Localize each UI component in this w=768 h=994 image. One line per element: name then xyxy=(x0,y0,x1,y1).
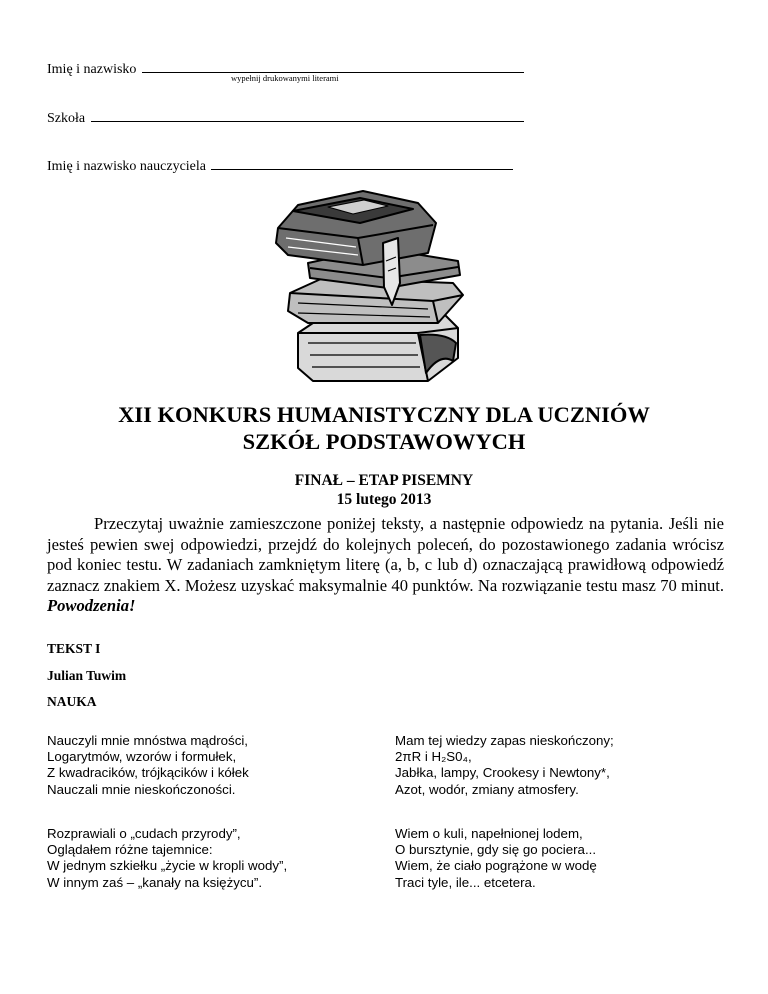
verse-line: 2πR i H₂S0₄, xyxy=(395,749,472,765)
verse-line: Traci tyle, ile... etcetera. xyxy=(395,874,536,890)
verse-line: Wiem o kuli, napełnionej lodem, xyxy=(395,826,583,841)
verse-line: Jabłka, lampy, Crookesy i Newtony*, xyxy=(395,765,610,781)
verse-line: W innym zaś – „kanały na księżycu”. xyxy=(47,874,263,890)
school-label: Szkoła xyxy=(47,111,86,126)
stanza-3 xyxy=(47,826,287,891)
name-input-line[interactable] xyxy=(142,60,524,73)
verse-line: Wiem, że ciało pogrążone w wodę xyxy=(395,858,597,874)
verse-line: Nauczyli mnie mnóstwa mądrości, xyxy=(47,733,248,748)
instructions-closing: Powodzenia! xyxy=(47,596,136,616)
teacher-field[interactable] xyxy=(47,157,513,175)
stanza-4 xyxy=(395,826,597,891)
verse-line: Nauczali mnie nieskończoności. xyxy=(47,781,236,797)
school-field[interactable] xyxy=(47,109,524,127)
date-label: 15 lutego 2013 xyxy=(336,491,432,508)
instructions-paragraph xyxy=(47,514,724,617)
verse-line: O bursztynie, gdy się go pociera... xyxy=(395,842,597,858)
stage-label: FINAŁ – ETAP PISEMNY xyxy=(294,472,474,489)
teacher-input-line[interactable] xyxy=(211,157,513,170)
stanza-2 xyxy=(395,733,614,798)
poem-author: Julian Tuwim xyxy=(47,668,127,683)
books-stack-icon xyxy=(268,183,473,393)
contest-title-line1: XII KONKURS HUMANISTYCZNY DLA UCZNIÓW xyxy=(118,402,650,427)
verse-line: Logarytmów, wzorów i formułek, xyxy=(47,749,237,765)
teacher-label: Imię i nazwisko nauczyciela xyxy=(47,159,206,174)
instructions-text: Przeczytaj uważnie zamieszczone poniżej teksty, a następnie odpowiedz na pytania. Jeśli nie jesteś pewien swej odpowiedzi, przejdź do kolejnych poleceń, do pozostawionego zadania wrócisz pod koniec testu. W zadaniach zamkniętym literę (a, b, c lub d) oznaczającą prawidłową odpowiedź zaznacz znakiem X. Możesz uzyskać maksymalnie 40 punktów. Na rozwiązanie testu masz 70 minut. xyxy=(47,514,724,595)
school-input-line[interactable] xyxy=(91,109,524,122)
text-label: TEKST I xyxy=(47,641,101,656)
name-label: Imię i nazwisko xyxy=(47,62,137,77)
verse-line: Rozprawiali o „cudach przyrody”, xyxy=(47,826,241,841)
verse-line: Mam tej wiedzy zapas nieskończony; xyxy=(395,733,614,748)
stanza-1 xyxy=(47,733,249,798)
verse-line: Azot, wodór, zmiany atmosfery. xyxy=(395,781,579,797)
contest-title-line2: SZKÓŁ PODSTAWOWYCH xyxy=(242,429,526,454)
name-hint: wypełnij drukowanymi literami xyxy=(231,73,339,83)
verse-line: Z kwadracików, trójkącików i kółek xyxy=(47,765,249,781)
verse-line: Oglądałem różne tajemnice: xyxy=(47,842,213,858)
poem-title: NAUKA xyxy=(47,694,97,709)
verse-line: W jednym szkiełku „życie w kropli wody”, xyxy=(47,858,288,874)
